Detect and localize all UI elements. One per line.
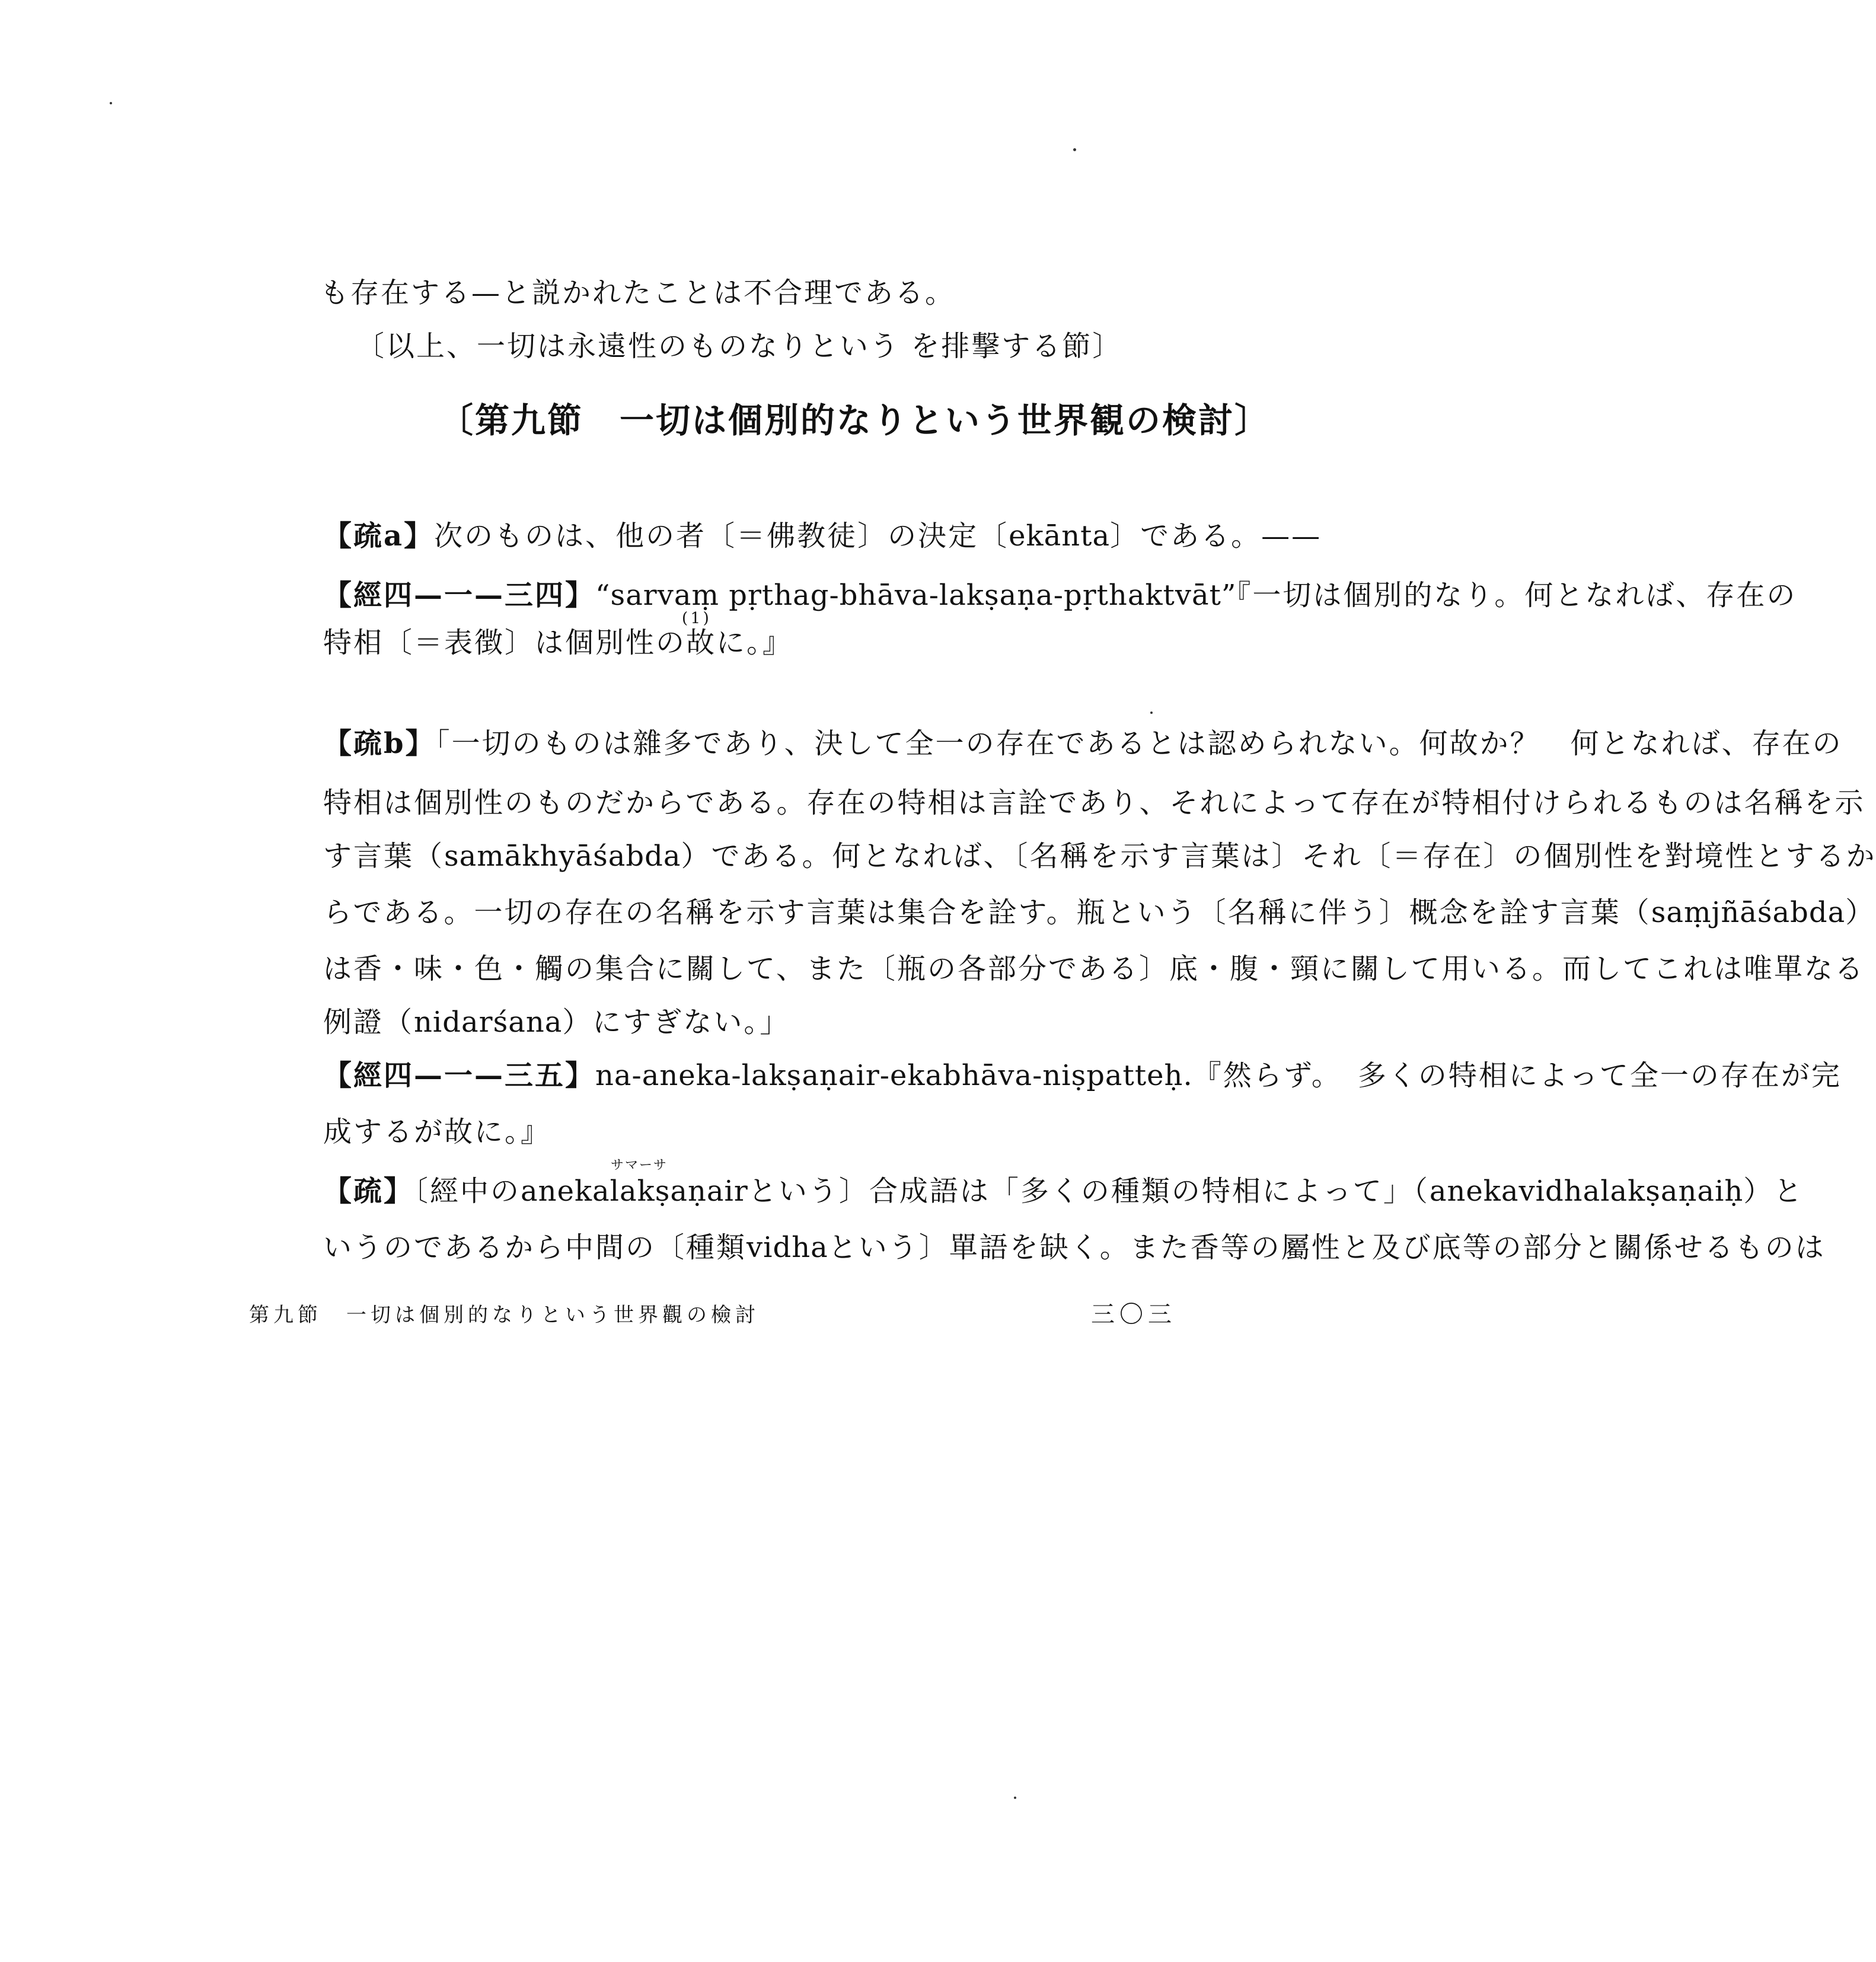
scan-speck: [1014, 1797, 1016, 1799]
text-column: らである。一切の存在の名稱を示す言葉は集合を詮す。瓶という〔名稱に伴う〕概念を詮す言葉（saṃjñāśabda）: [323, 896, 1876, 929]
section-heading: 〔第九節 一切は個別的なりという世界観の検討〕: [439, 400, 1271, 441]
scan-speck: [1150, 712, 1153, 714]
commentary-marker: 【疏】: [323, 1175, 414, 1208]
text-column: 【經四—一—三四】“sarvaṃ pṛthag-bhāva-lakṣaṇa-pṛthaktvāt”『一切は個別的なり。何となれば、存在の: [323, 579, 1797, 612]
commentary-marker: 【疏a】: [323, 519, 435, 553]
text-column: 特相〔＝表徴〕は個別性の故に。』: [323, 626, 793, 659]
text-column: も存在する—と説かれたことは不合理である。: [320, 276, 956, 310]
sutra-marker: 【經四—一—三四】: [323, 579, 596, 612]
text-column: す言葉（samākhyāśabda）である。何となれば、〔名稱を示す言葉は〕それ〔＝存在〕の個別性を對境性とするか: [323, 840, 1876, 873]
text-column: 成するが故に。』: [323, 1115, 551, 1149]
commentary-marker: 【疏b】: [323, 727, 436, 760]
text-column: 特相は個別性のものだからである。存在の特相は言詮であり、それによって存在が特相付けられるものは名稱を示: [323, 786, 1865, 819]
footnote-marker: (1): [682, 610, 712, 627]
text-column: 〔以上、一切は永遠性のものなりという を排撃する節〕: [356, 330, 1123, 363]
scan-speck: [1073, 148, 1076, 151]
running-footer: 第九節 一切は個別的なりという世界觀の檢討: [249, 1303, 760, 1327]
scan-speck: [110, 102, 112, 104]
page-number: 三〇三: [1091, 1301, 1176, 1328]
ruby-reading: サマーサ: [611, 1158, 668, 1173]
sutra-marker: 【經四—一—三五】: [323, 1059, 596, 1092]
text-column: 【疏b】「一切のものは雜多であり、決して全一の存在であるとは認められない。何故か？ 何となれば、存在の: [323, 727, 1843, 760]
text-column: 【疏】〔經中のanekalakṣaṇairという〕合成語は「多くの種類の特相によって」（anekavidhalakṣaṇaiḥ）と: [323, 1175, 1804, 1208]
text-column: いうのであるから中間の〔種類vidhaという〕單語を缺く。また香等の屬性と及び底等の部分と關係せるものは: [323, 1231, 1826, 1264]
text-column: 【經四—一—三五】na-aneka-lakṣaṇair-ekabhāva-niṣpatteḥ.『然らず。 多くの特相によって全一の存在が完: [323, 1059, 1842, 1092]
text-column: 【疏a】次のものは、他の者〔＝佛教徒〕の決定〔ekānta〕である。——: [323, 519, 1322, 553]
text-column: は香・味・色・觸の集合に關して、また〔瓶の各部分である〕底・腹・頸に關して用いる。而してこれは唯單なる: [323, 952, 1865, 985]
text-column: 例證（nidarśana）にすぎない。」: [323, 1006, 790, 1039]
